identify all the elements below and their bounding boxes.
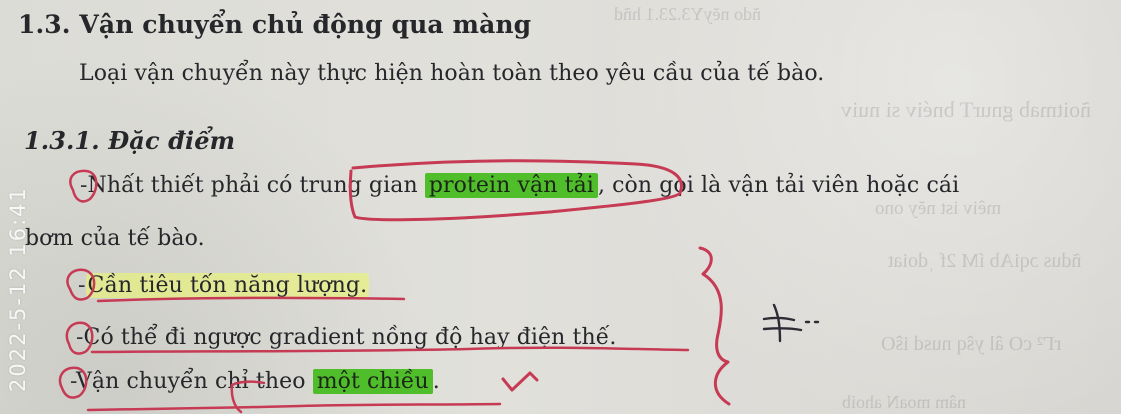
- highlighted-protein-transport: protein vận tải: [425, 173, 598, 198]
- bleed-through-text: rΓ² cO âl yŝq nusd iŝO: [880, 333, 1061, 355]
- red-underline-one-direction: [88, 404, 500, 410]
- camera-timestamp: 2022-5-12 16:41: [6, 186, 30, 392]
- bleed-through-text: ñdus ɔqiAb íM 2f ˌdoiat: [887, 250, 1081, 272]
- bleed-through-text: nâm moaN ahoib: [842, 392, 966, 412]
- bullet-mark: -: [80, 173, 88, 198]
- characteristic-line-1: [80, 173, 959, 198]
- line1-text-after: , còn gọi là vận tải viên hoặc cái: [597, 173, 960, 198]
- characteristic-line-1-continuation: bơm của tế bào.: [25, 226, 205, 251]
- bullet-mark: -: [78, 273, 86, 298]
- bleed-through-text: mêiv ist nĕy ono: [874, 198, 1001, 219]
- highlighted-one-direction: một chiều: [313, 369, 433, 394]
- red-grouping-brace: [700, 248, 729, 404]
- intro-paragraph: Loại vận chuyển này thực hiện hoàn toàn theo yêu cầu của tế bào.: [79, 61, 825, 86]
- gradient-line-text: Có thể đi ngược gradient nồng độ hay điện thế.: [83, 325, 617, 350]
- black-not-equal-note: [764, 305, 818, 341]
- highlighted-energy-line: Cần tiêu tốn năng lượng.: [87, 273, 368, 298]
- characteristic-line-2: [78, 273, 369, 298]
- line5-text-before: Vận chuyển chỉ theo: [75, 369, 313, 394]
- section-heading: 1.3. Vận chuyển chủ động qua màng: [18, 10, 532, 39]
- bleed-through-text: ñoitmab gnurT bnéiv si nuiv: [840, 97, 1091, 122]
- bullet-mark: -: [70, 369, 76, 394]
- bleed-through-text: ñdo nĕyY3.23.1 hñd: [614, 4, 761, 24]
- characteristic-line-3: [76, 325, 616, 350]
- line1-text-before: Nhất thiết phải có trung gian: [87, 173, 425, 198]
- bullet-mark: -: [76, 325, 84, 350]
- characteristic-line-4: [70, 369, 440, 394]
- subsection-heading: 1.3.1. Đặc điểm: [24, 126, 236, 155]
- line5-text-after: .: [432, 369, 440, 394]
- red-underline-energy: [98, 298, 404, 301]
- red-check-mark: [503, 373, 537, 390]
